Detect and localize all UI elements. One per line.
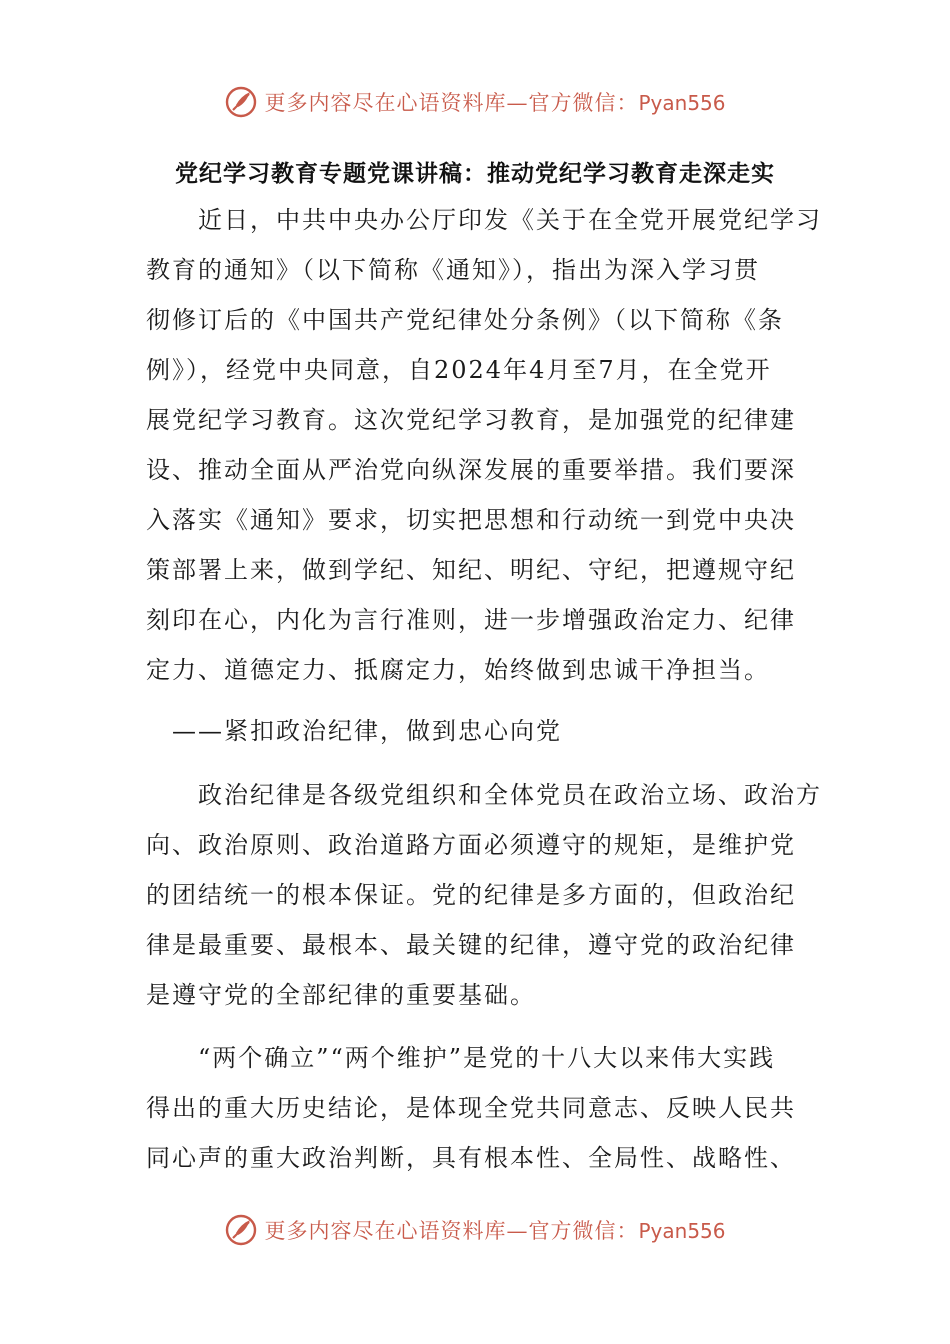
watermark-text: 更多内容尽在心语资料库—官方微信：Pyan556 xyxy=(264,1219,726,1243)
body-line: 展党纪学习教育。这次党纪学习教育，是加强党的纪律建 xyxy=(146,406,796,434)
watermark-handle: Pyan556 xyxy=(638,91,726,115)
watermark-handle: Pyan556 xyxy=(638,1219,726,1243)
body-line: 设、推动全面从严治党向纵深发展的重要举措。我们要深 xyxy=(146,456,796,484)
body-line: 向、政治原则、政治道路方面必须遵守的规矩，是维护党 xyxy=(146,831,796,859)
body-line: 刻印在心，内化为言行准则，进一步增强政治定力、纪律 xyxy=(146,606,796,634)
quill-logo-icon xyxy=(224,85,258,119)
quill-logo-icon xyxy=(224,1213,258,1247)
body-line: 彻修订后的《中国共产党纪律处分条例》（以下简称《条 xyxy=(146,306,784,334)
body-line: 策部署上来，做到学纪、知纪、明纪、守纪，把遵规守纪 xyxy=(146,556,796,584)
body-line: 教育的通知》（以下简称《通知》），指出为深入学习贯 xyxy=(146,256,760,284)
body-line: 的团结统一的根本保证。党的纪律是多方面的，但政治纪 xyxy=(146,881,796,909)
body-line: 律是最重要、最根本、最关键的纪律，遵守党的政治纪律 xyxy=(146,931,796,959)
document-title: 党纪学习教育专题党课讲稿：推动党纪学习教育走深走实 xyxy=(175,161,775,187)
body-line: 近日，中共中央办公厅印发《关于在全党开展党纪学习 xyxy=(146,206,822,234)
body-line: 入落实《通知》要求，切实把思想和行动统一到党中央决 xyxy=(146,506,796,534)
body-line: 例》），经党中央同意，自2024年4月至7月，在全党开 xyxy=(146,356,772,384)
body-line: “两个确立”“两个维护”是党的十八大以来伟大实践 xyxy=(146,1044,776,1072)
section-heading: ——紧扣政治纪律，做到忠心向党 xyxy=(146,717,562,745)
body-line: 政治纪律是各级党组织和全体党员在政治立场、政治方 xyxy=(146,781,822,809)
watermark-banner-top xyxy=(0,80,950,124)
body-line: 定力、道德定力、抵腐定力，始终做到忠诚干净担当。 xyxy=(146,656,770,684)
body-line: 得出的重大历史结论，是体现全党共同意志、反映人民共 xyxy=(146,1094,796,1122)
watermark-banner-bottom xyxy=(0,1208,950,1252)
body-line: 是遵守党的全部纪律的重要基础。 xyxy=(146,981,536,1009)
body-line: 同心声的重大政治判断，具有根本性、全局性、战略性、 xyxy=(146,1144,796,1172)
watermark-text: 更多内容尽在心语资料库—官方微信：Pyan556 xyxy=(264,91,726,115)
